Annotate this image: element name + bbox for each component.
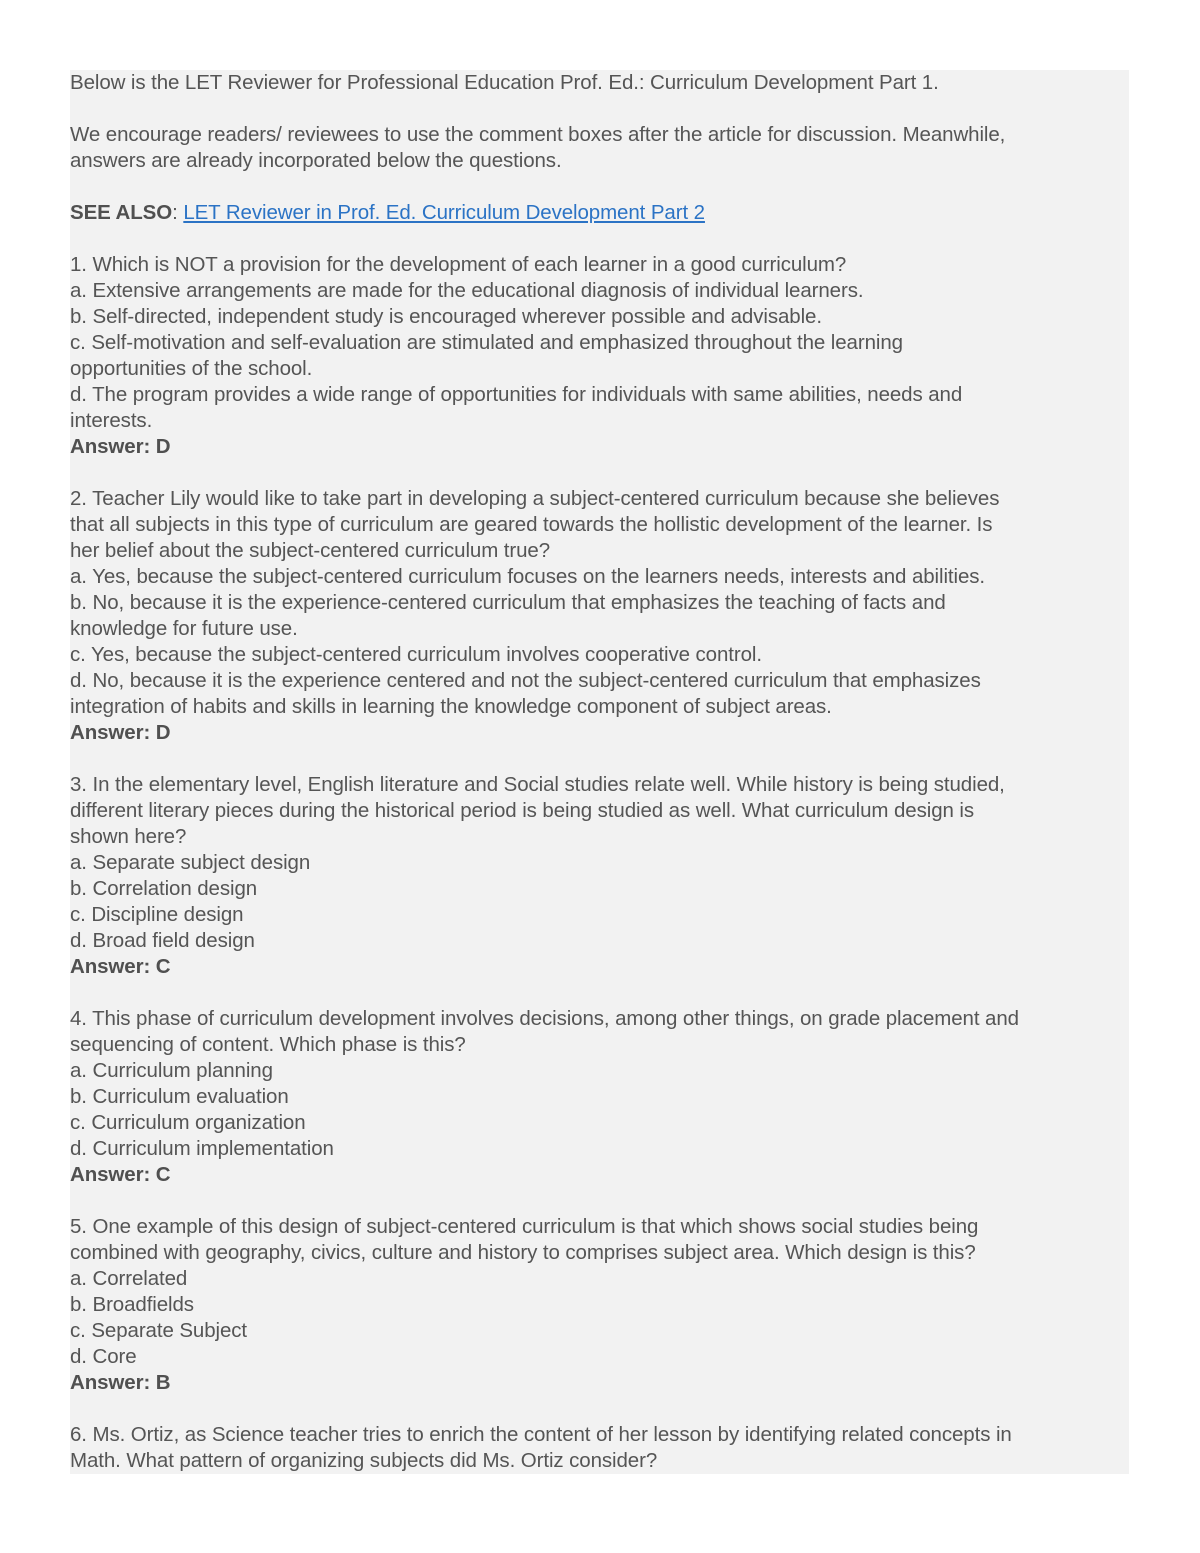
see-also-row [70, 200, 1129, 226]
choice-d: d. Curriculum implementation [70, 1137, 334, 1160]
answer-label: Answer: C [70, 955, 171, 978]
question-text: 5. One example of this design of subject-centered curriculum is that which shows social studies being [70, 1215, 979, 1238]
choice-b: b. Correlation design [70, 877, 258, 900]
choice-b: b. Self-directed, independent study is encouraged wherever possible and advisable. [70, 305, 822, 328]
choice-b: b. No, because it is the experience-centered curriculum that emphasizes the teaching of facts and [70, 591, 946, 614]
see-also-separator: : [172, 201, 184, 224]
question-text: 4. This phase of curriculum development involves decisions, among other things, on grade placement and [70, 1007, 1019, 1030]
choice-d: d. Broad field design [70, 929, 255, 952]
question-text: that all subjects in this type of curriculum are geared towards the hollistic development of the learner. Is [70, 513, 993, 536]
choice-d: d. Core [70, 1345, 137, 1368]
choice-c: c. Discipline design [70, 903, 244, 926]
choice-b-cont: knowledge for future use. [70, 617, 298, 640]
answer-label: Answer: B [70, 1371, 171, 1394]
question-block-4 [70, 1006, 1129, 1188]
spacer [70, 460, 1129, 486]
question-text: sequencing of content. Which phase is this? [70, 1033, 466, 1056]
question-block-2 [70, 486, 1129, 746]
article-body [70, 70, 1129, 1474]
question-text: combined with geography, civics, culture and history to comprises subject area. Which design is this? [70, 1241, 976, 1264]
spacer [70, 96, 1129, 122]
choice-b: b. Curriculum evaluation [70, 1085, 289, 1108]
question-text: different literary pieces during the historical period is being studied as well. What curriculum design is [70, 799, 974, 822]
choice-a: a. Curriculum planning [70, 1059, 273, 1082]
spacer [70, 1188, 1129, 1214]
intro-encourage-line: answers are already incorporated below the questions. [70, 149, 562, 172]
answer-label: Answer: D [70, 435, 171, 458]
question-text: 1. Which is NOT a provision for the development of each learner in a good curriculum? [70, 253, 847, 276]
spacer [70, 226, 1129, 252]
choice-c: c. Self-motivation and self-evaluation are stimulated and emphasized throughout the learning [70, 331, 903, 354]
choice-d: d. The program provides a wide range of opportunities for individuals with same abilities, needs and [70, 383, 963, 406]
see-also-link[interactable]: LET Reviewer in Prof. Ed. Curriculum Development Part 2 [183, 201, 705, 224]
question-block-3 [70, 772, 1129, 980]
choice-a: a. Separate subject design [70, 851, 311, 874]
choice-a: a. Extensive arrangements are made for the educational diagnosis of individual learners. [70, 279, 864, 302]
question-block-1 [70, 252, 1129, 460]
choice-a: a. Yes, because the subject-centered curriculum focuses on the learners needs, interests and abilities. [70, 565, 986, 588]
question-text: shown here? [70, 825, 187, 848]
choice-d: d. No, because it is the experience centered and not the subject-centered curriculum that emphasizes [70, 669, 981, 692]
intro-line: Below is the LET Reviewer for Professional Education Prof. Ed.: Curriculum Development Part 1. [70, 71, 939, 94]
choice-d-cont: integration of habits and skills in learning the knowledge component of subject areas. [70, 695, 832, 718]
question-text: 6. Ms. Ortiz, as Science teacher tries to enrich the content of her lesson by identifying related concepts in [70, 1423, 1012, 1446]
choice-c: c. Separate Subject [70, 1319, 248, 1342]
answer-label: Answer: C [70, 1163, 171, 1186]
question-text: 3. In the elementary level, English literature and Social studies relate well. While history is being studied, [70, 773, 1005, 796]
question-text: her belief about the subject-centered curriculum true? [70, 539, 551, 562]
choice-c: c. Curriculum organization [70, 1111, 306, 1134]
spacer [70, 980, 1129, 1006]
question-block-6 [70, 1422, 1129, 1474]
spacer [70, 1396, 1129, 1422]
choice-d-cont: interests. [70, 409, 153, 432]
intro-encourage-line: We encourage readers/ reviewees to use the comment boxes after the article for discussion. Meanwhile, [70, 123, 1006, 146]
question-text: 2. Teacher Lily would like to take part in developing a subject-centered curriculum because she believes [70, 487, 1000, 510]
question-block-5 [70, 1214, 1129, 1396]
see-also-label: SEE ALSO [70, 201, 173, 224]
choice-a: a. Correlated [70, 1267, 188, 1290]
question-text: Math. What pattern of organizing subjects did Ms. Ortiz consider? [70, 1449, 658, 1472]
choice-c-cont: opportunities of the school. [70, 357, 313, 380]
choice-c: c. Yes, because the subject-centered curriculum involves cooperative control. [70, 643, 762, 666]
document-page [70, 70, 1129, 1474]
spacer [70, 746, 1129, 772]
spacer [70, 174, 1129, 200]
answer-label: Answer: D [70, 721, 171, 744]
choice-b: b. Broadfields [70, 1293, 194, 1316]
